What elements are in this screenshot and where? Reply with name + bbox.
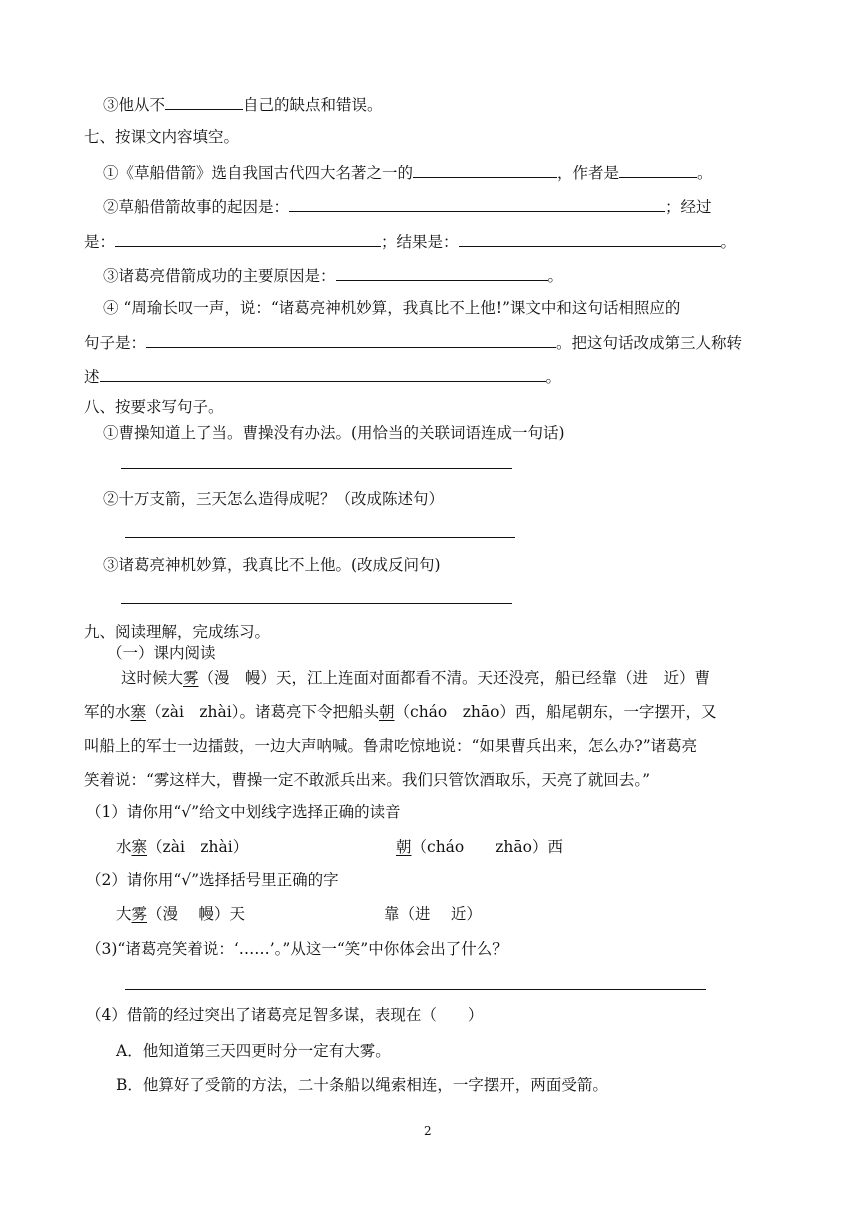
s9-q2: （2）请你用“√”选择括号里正确的字 (86, 871, 339, 889)
s9-q4-option-b: B．他算好了受箭的方法，二十条船以绳索相连，一字摆开，两面受箭。 (116, 1076, 608, 1094)
s8-q1: ①曹操知道上了当。曹操没有办法。(用恰当的关联词语连成一句话) (103, 424, 565, 442)
s7-q2-line2: 是： ；结果是： 。 (84, 230, 736, 253)
answer-line[interactable] (125, 989, 706, 990)
s9-q1-options: 水寨（zài zhài） (116, 838, 249, 856)
answer-blank[interactable] (619, 161, 697, 178)
s9-q4: （4）借箭的经过突出了诸葛亮足智多谋，表现在（ ） (86, 1006, 484, 1024)
s7-q3: ③诸葛亮借箭成功的主要原因是： 。 (103, 264, 563, 287)
answer-blank[interactable] (165, 93, 243, 110)
s7-q4-line1: ④ “周瑜长叹一声，说：“诸葛亮神机妙算，我真比不上他!”课文中和这句话相照应的 (103, 299, 681, 317)
passage-line-4: 笑着说：“雾这样大，曹操一定不敢派兵出来。我们只管饮酒取乐，天亮了就回去。” (84, 771, 651, 789)
answer-line[interactable] (121, 468, 512, 469)
s7-q4-line3: 述 。 (84, 365, 561, 388)
answer-blank[interactable] (100, 365, 546, 382)
answer-line[interactable] (121, 603, 512, 604)
passage-line-1: 这时候大雾（漫 幔）天，江上连面对面都看不清。天还没亮，船已经靠（进 近）曹 (121, 669, 711, 687)
s8-q2: ②十万支箭，三天怎么造得成呢？（改成陈述句） (103, 490, 445, 508)
s9-q1: （1）请你用“√”给文中划线字选择正确的读音 (86, 803, 401, 821)
s8-q3: ③诸葛亮神机妙算，我真比不上他。(改成反问句) (103, 556, 441, 574)
s9-subheading: （一）课内阅读 (107, 644, 216, 662)
answer-blank[interactable] (289, 195, 665, 212)
answer-blank[interactable] (336, 264, 548, 281)
s7-q2-line1: ②草船借箭故事的起因是： ；经过 (103, 195, 712, 218)
s9-q2-options: 大雾（漫 幔）天 (116, 905, 245, 923)
answer-blank[interactable] (146, 331, 556, 348)
q6-item-3: ③他从不 自己的缺点和错误。 (103, 93, 383, 116)
section-7-heading: 七、按课文内容填空。 (84, 128, 240, 146)
section-8-heading: 八、按要求写句子。 (84, 398, 224, 416)
s9-q1-options-2: 朝（cháo zhāo）西 (396, 838, 563, 856)
s7-q1: ①《草船借箭》选自我国古代四大名著之一的 ，作者是 。 (103, 161, 713, 184)
s7-q4-line2: 句子是： 。把这句话改成第三人称转 (84, 331, 742, 354)
answer-blank[interactable] (413, 161, 557, 178)
s9-q2-options-2: 靠（进 近） (384, 905, 482, 923)
s9-q4-option-a: A．他知道第三天四更时分一定有大雾。 (116, 1042, 391, 1060)
passage-line-2: 军的水寨（zài zhài）。诸葛亮下令把船头朝（cháo zhāo）西，船尾朝东，一字摆开，又 (84, 703, 717, 721)
s9-q3: （3)“诸葛亮笑着说：‘……’。”从这一“笑”中你体会出了什么？ (86, 940, 508, 958)
answer-blank[interactable] (459, 230, 721, 247)
passage-line-3: 叫船上的军士一边擂鼓，一边大声呐喊。鲁肃吃惊地说：“如果曹兵出来，怎么办?”诸葛亮 (84, 737, 698, 755)
answer-blank[interactable] (115, 230, 381, 247)
page-number: 2 (424, 1124, 432, 1138)
answer-line[interactable] (125, 537, 515, 538)
section-9-heading: 九、阅读理解，完成练习。 (84, 623, 271, 641)
